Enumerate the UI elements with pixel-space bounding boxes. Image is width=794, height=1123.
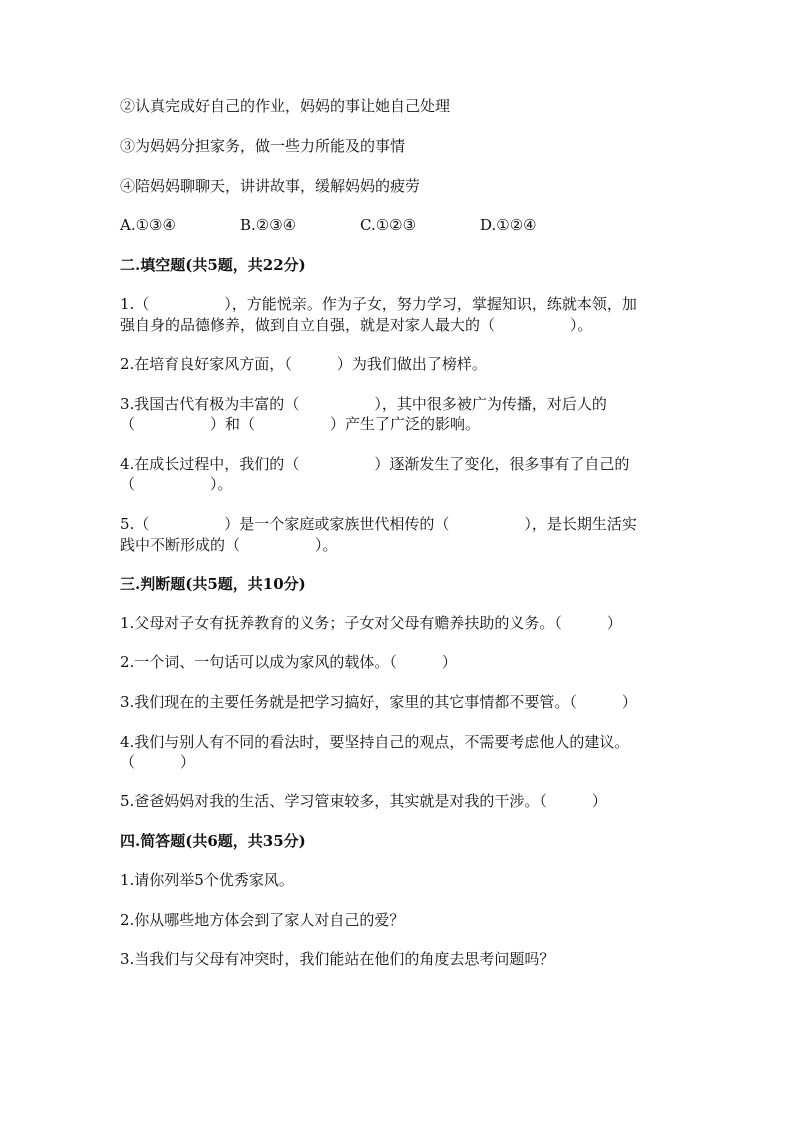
fill-question-4-line-2: （ ）。 — [120, 475, 233, 493]
fill-question-1-line-1: 1.（ ），方能悦亲。作为子女，努力学习，掌握知识，练就本领，加 — [120, 295, 637, 313]
section-heading-true-false: 三.判断题(共5题，共10分) — [120, 575, 306, 593]
short-answer-question-1: 1.请你列举5个优秀家风。 — [120, 871, 294, 889]
choice-item-3: ③为妈妈分担家务，做一些力所能及的事情 — [120, 137, 406, 155]
section-heading-fill-in: 二.填空题(共5题，共22分) — [120, 256, 306, 274]
fill-question-3-line-1: 3.我国古代有极为丰富的（ ），其中很多被广为传播，对后人的 — [120, 395, 607, 413]
short-answer-question-3: 3.当我们与父母有冲突时，我们能站在他们的角度去思考问题吗？ — [120, 950, 555, 968]
short-answer-question-2: 2.你从哪些地方体会到了家人对自己的爱？ — [120, 911, 405, 929]
judge-question-1: 1.父母对子女有抚养教育的义务；子女对父母有赡养扶助的义务。（ ） — [120, 614, 622, 632]
judge-question-4-line-2: （ ） — [120, 753, 196, 771]
fill-question-3-line-2: （ ）和（ ）产生了广泛的影响。 — [120, 415, 481, 433]
choice-item-4: ④陪妈妈聊聊天，讲讲故事，缓解妈妈的疲劳 — [120, 177, 421, 195]
fill-question-1-line-2: 强自身的品德修养，做到自立自强，就是对家人最大的（ ）。 — [120, 316, 593, 334]
option-d: D.①②④ — [480, 216, 537, 234]
fill-question-4-line-1: 4.在成长过程中，我们的（ ）逐渐发生了变化，很多事有了自己的 — [120, 455, 630, 473]
fill-question-5-line-1: 5.（ ）是一个家庭或家族世代相传的（ ），是长期生活实 — [120, 515, 637, 533]
judge-question-3: 3.我们现在的主要任务就是把学习搞好，家里的其它事情都不要管。（ ） — [120, 693, 637, 711]
judge-question-2: 2.一个词、一句话可以成为家风的载体。（ ） — [120, 653, 457, 671]
option-c: C.①②③ — [360, 216, 417, 234]
choice-item-2: ②认真完成好自己的作业，妈妈的事让她自己处理 — [120, 97, 451, 115]
answer-options — [120, 215, 680, 235]
fill-question-5-line-2: 践中不断形成的（ ）。 — [120, 536, 338, 554]
fill-question-2: 2.在培育良好家风方面，（ ）为我们做出了榜样。 — [120, 355, 487, 373]
judge-question-4-line-1: 4.我们与别人有不同的看法时，要坚持自己的观点，不需要考虑他人的建议。 — [120, 733, 630, 751]
option-a: A.①③④ — [120, 216, 176, 234]
judge-question-5: 5.爸爸妈妈对我的生活、学习管束较多，其实就是对我的干涉。（ ） — [120, 792, 607, 810]
section-heading-short-answer: 四.简答题(共6题，共35分) — [120, 832, 306, 850]
option-b: B.②③④ — [240, 216, 297, 234]
